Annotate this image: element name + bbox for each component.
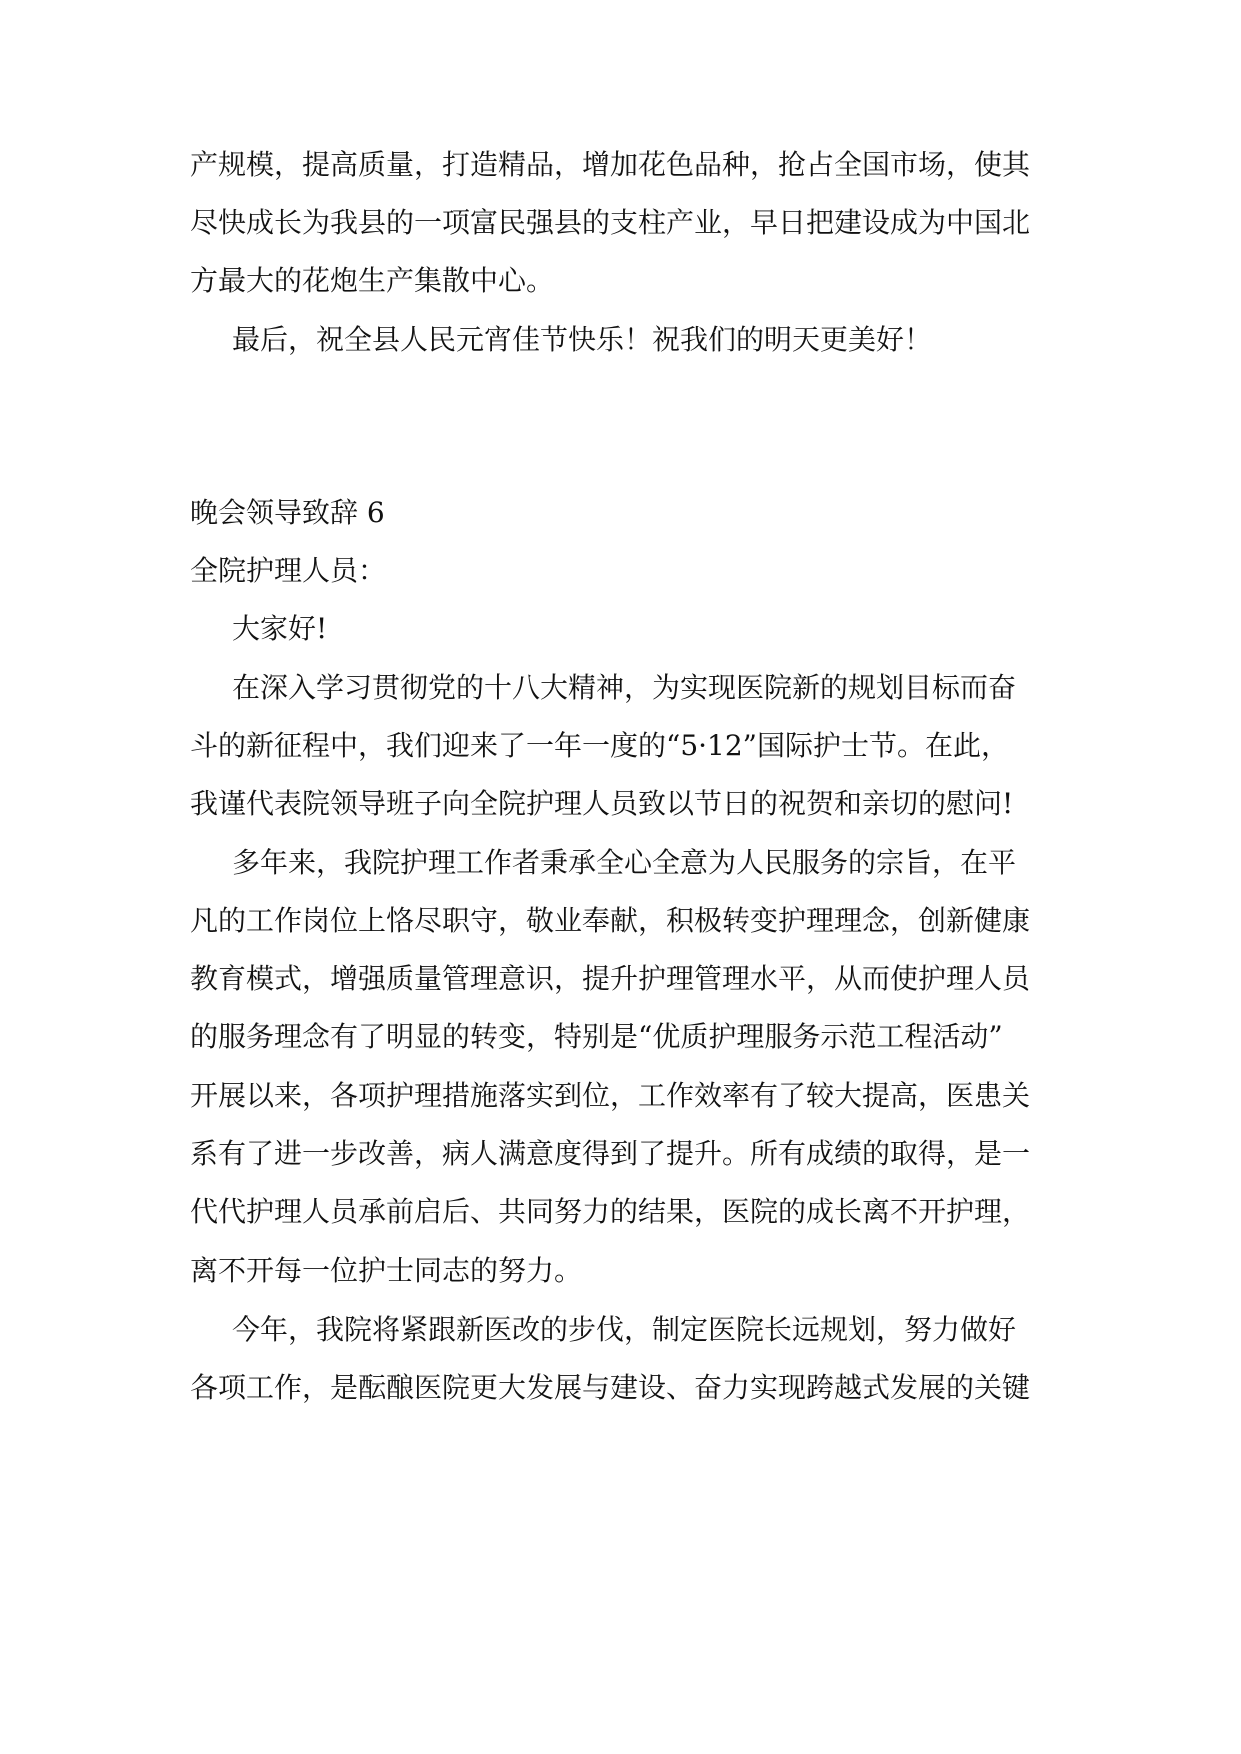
- section-heading: 晚会领导致辞 6: [190, 496, 385, 529]
- paragraph-line: 产规模，提高质量，打造精品，增加花色品种，抢占全国市场，使其: [190, 148, 1031, 181]
- paragraph-line: 我谨代表院领导班子向全院护理人员致以节日的祝贺和亲切的慰问!: [190, 787, 1014, 820]
- paragraph-line: 斗的新征程中，我们迎来了一年一度的“5·12”国际护士节。在此，: [190, 729, 1009, 762]
- paragraph-line: 多年来，我院护理工作者秉承全心全意为人民服务的宗旨，在平: [232, 846, 1017, 879]
- paragraph-line: 代代护理人员承前启后、共同努力的结果，医院的成长离不开护理，: [190, 1195, 1031, 1228]
- paragraph-line: 今年，我院将紧跟新医改的步伐，制定医院长远规划，努力做好: [232, 1313, 1017, 1346]
- paragraph-line: 各项工作，是酝酿医院更大发展与建设、奋力实现跨越式发展的关键: [190, 1371, 1031, 1404]
- paragraph-line: 最后，祝全县人民元宵佳节快乐！祝我们的明天更美好！: [232, 323, 933, 356]
- paragraph-line: 方最大的花炮生产集散中心。: [190, 264, 555, 297]
- paragraph-line: 教育模式，增强质量管理意识，提升护理管理水平，从而使护理人员: [190, 962, 1031, 995]
- paragraph-line: 凡的工作岗位上恪尽职守，敬业奉献，积极转变护理理念，创新健康: [190, 904, 1031, 937]
- paragraph-line: 系有了进一步改善，病人满意度得到了提升。所有成绩的取得，是一: [190, 1137, 1031, 1170]
- paragraph-line: 开展以来，各项护理措施落实到位，工作效率有了较大提高，医患关: [190, 1079, 1031, 1112]
- salutation: 全院护理人员：: [190, 554, 387, 587]
- greeting: 大家好!: [232, 612, 328, 645]
- paragraph-line: 离不开每一位护士同志的努力。: [190, 1254, 583, 1287]
- paragraph-line: 尽快成长为我县的一项富民强县的支柱产业，早日把建设成为中国北: [190, 206, 1031, 239]
- paragraph-line: 在深入学习贯彻党的十八大精神，为实现医院新的规划目标而奋: [232, 671, 1017, 704]
- paragraph-line: 的服务理念有了明显的转变，特别是“优质护理服务示范工程活动”: [190, 1020, 1003, 1053]
